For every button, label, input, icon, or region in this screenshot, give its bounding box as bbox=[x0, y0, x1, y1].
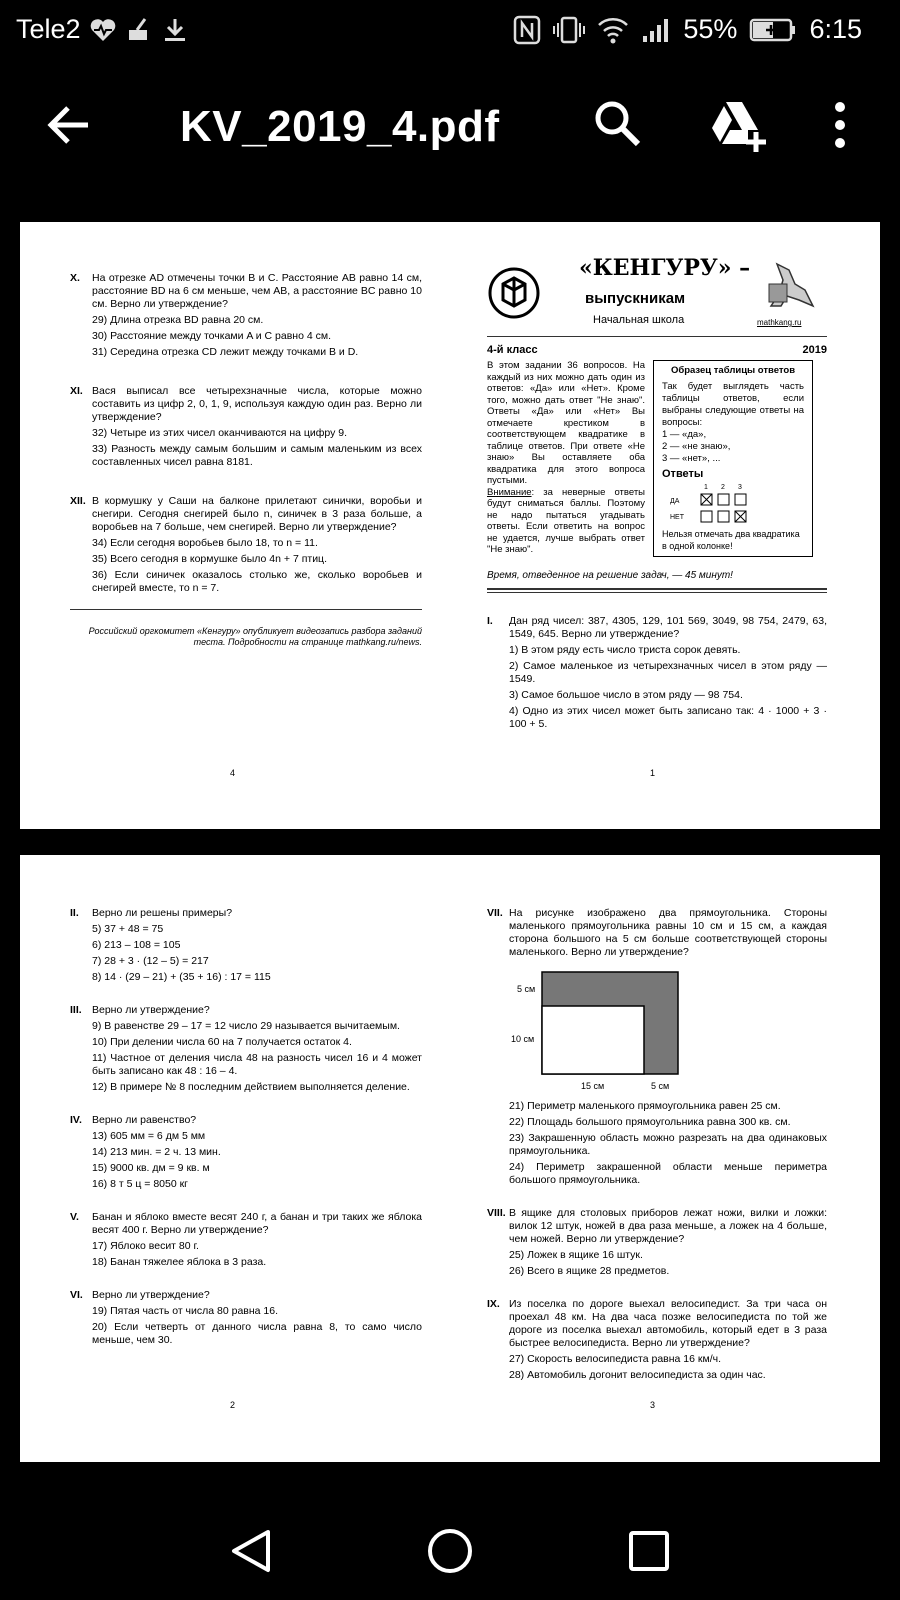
question-block-2 bbox=[70, 907, 422, 984]
dimension-label: 5 см bbox=[651, 1081, 670, 1091]
question-item: 8) 14 · (29 – 21) + (35 + 16) : 17 = 115 bbox=[92, 971, 271, 983]
box-answer: 2 — «не знаю», bbox=[662, 441, 731, 452]
document-title: KV_2019_4.pdf bbox=[180, 102, 500, 151]
school-label: Начальная школа bbox=[593, 314, 685, 326]
answers-label: Ответы bbox=[662, 468, 704, 480]
box-text: Так будет выглядеть часть таблицы ответов, если выбраны следующие ответы на вопросы: bbox=[662, 381, 804, 428]
grade-row bbox=[487, 344, 827, 357]
question-item: 21) Периметр маленького прямоугольника равен 25 см. bbox=[509, 1100, 781, 1112]
battery-charging-icon bbox=[749, 17, 797, 43]
question-block-6 bbox=[70, 1289, 422, 1347]
page4-column bbox=[70, 272, 422, 648]
question-item: 3) Самое большое число в этом ряду — 98 754. bbox=[509, 689, 743, 701]
question-block-9 bbox=[487, 1298, 827, 1382]
nav-back-icon[interactable] bbox=[224, 1524, 278, 1578]
battery-percent: 55% bbox=[683, 14, 738, 44]
kangaroo-title: «КЕНГУРУ» – bbox=[579, 255, 751, 281]
question-item: 4) Одно из этих чисел может быть записано так: 4 · 1000 + 3 · 100 + 5. bbox=[509, 705, 827, 730]
rectangles-figure bbox=[487, 967, 827, 1097]
question-number: V. bbox=[70, 1211, 79, 1223]
question-text: Верно ли равенство? bbox=[92, 1114, 197, 1126]
answer-grid bbox=[662, 480, 804, 528]
question-item: 36) Если синичек оказалось столько же, сколько воробьев и снегирей вместе, то n = 7. bbox=[92, 569, 422, 594]
question-text: Верно ли утверждение? bbox=[92, 1004, 210, 1016]
question-item: 29) Длина отрезка BD равна 20 см. bbox=[92, 314, 264, 326]
question-item: 27) Скорость велосипедиста равна 16 км/ч. bbox=[509, 1353, 722, 1365]
question-item: 20) Если четверть от данного числа равна 8, то само число меньше, чем 30. bbox=[92, 1321, 422, 1346]
question-block-7 bbox=[487, 907, 827, 1187]
question-item: 13) 605 мм = 6 дм 5 мм bbox=[92, 1130, 206, 1142]
health-icon bbox=[89, 17, 117, 43]
question-text: Верно ли решены примеры? bbox=[92, 907, 233, 919]
dimension-label: 5 см bbox=[517, 984, 536, 994]
signal-icon bbox=[641, 16, 671, 44]
question-number: VII. bbox=[487, 907, 503, 919]
app-toolbar bbox=[0, 70, 900, 190]
sample-answer-box bbox=[653, 360, 813, 557]
grid-col: 3 bbox=[738, 484, 742, 491]
box-answer: 3 — «нет», ... bbox=[662, 453, 721, 464]
intro-text: В этом задании 36 вопросов. На каждый из них можно дать один из ответов: «Да» или «Нет». Кроме того, можно дать ответ "Не знаю". Ответы «Да» или «Нет» Вы отмечаете крестиком в соответствующем квадратике в таблице ответов. При ответе «Не знаю» Вы оставляете оба квадратика для этого вопроса пустыми. bbox=[487, 360, 645, 486]
download-icon bbox=[161, 16, 189, 44]
clock: 6:15 bbox=[809, 14, 862, 44]
site-link[interactable]: mathkang.ru bbox=[757, 318, 802, 327]
question-number: IV. bbox=[70, 1114, 82, 1126]
question-text: В ящике для столовых приборов лежат ножи, вилки и ложки: вилок 12 штук, ножей в два раза меньше, а ложек на 4 больше, чем ножей. Верно ли утверждение? bbox=[509, 1207, 827, 1245]
instructions bbox=[487, 360, 645, 557]
question-block-1 bbox=[487, 615, 827, 731]
year-label: 2019 bbox=[802, 344, 827, 356]
question-item: 25) Ложек в ящике 16 штук. bbox=[509, 1249, 643, 1261]
question-item: 26) Всего в ящике 28 предметов. bbox=[509, 1265, 670, 1277]
question-text: Дан ряд чисел: 387, 4305, 129, 101 569, 3049, 98 754, 2479, 63, 1549, 645. Верно ли утверждение? bbox=[509, 615, 827, 640]
question-block-8 bbox=[487, 1207, 827, 1278]
question-text: На отрезке AD отмечены точки B и C. Расстояние AB равно 14 см, расстояние BD на 6 см меньше, чем AB, а расстояние BC равно 10 см. Верно ли утверждение? bbox=[92, 272, 422, 310]
question-text: В кормушку у Саши на балконе прилетают синички, воробьи и снегири. Сегодня снегирей было n, синичек в 3 раза больше, а воробьев на 7 больше, чем снегирей. Верно ли утверждение? bbox=[92, 495, 422, 533]
question-item: 23) Закрашенную область можно разрезать на два одинаковых прямоугольника. bbox=[509, 1132, 827, 1157]
question-item: 34) Если сегодня воробьев было 18, то n = 11. bbox=[92, 537, 318, 549]
question-block-4 bbox=[70, 1114, 422, 1191]
question-number: X. bbox=[70, 272, 80, 284]
question-number: XI. bbox=[70, 385, 83, 397]
question-item: 18) Банан тяжелее яблока в 3 раза. bbox=[92, 1256, 267, 1268]
kangaroo-mascot-icon bbox=[765, 260, 819, 312]
page3-column bbox=[487, 907, 827, 1396]
question-item: 31) Середина отрезка CD лежит между точками B и D. bbox=[92, 346, 359, 358]
question-block-5 bbox=[70, 1211, 422, 1269]
question-item: 14) 213 мин. = 2 ч. 13 мин. bbox=[92, 1146, 221, 1158]
question-number: II. bbox=[70, 907, 79, 919]
divider bbox=[70, 609, 422, 610]
time-note: Время, отведенное на решение задач, — 45 минут! bbox=[487, 570, 733, 581]
question-item: 11) Частное от деления числа 48 на разность чисел 16 и 4 может быть записано как 48 : 16 – 4. bbox=[92, 1052, 422, 1077]
grid-row-yes: ДА bbox=[670, 498, 680, 505]
more-vert-icon[interactable] bbox=[830, 100, 850, 150]
instructions-row bbox=[487, 360, 827, 557]
divider bbox=[487, 588, 827, 590]
question-text: Банан и яблоко вместе весят 240 г, а банан и три таких же яблока весят 400 г. Верно ли утверждение? bbox=[92, 1211, 422, 1236]
question-block-3 bbox=[70, 1004, 422, 1094]
question-item: 1) В этом ряду есть число триста сорок девять. bbox=[509, 644, 741, 656]
page2-column bbox=[70, 907, 422, 1361]
question-item: 15) 9000 кв. дм = 9 кв. м bbox=[92, 1162, 210, 1174]
question-text: На рисунке изображено два прямоугольника. Стороны маленького прямоугольника равны 10 см и 15 см, а каждая сторона большого на 5 см больше соответствующей стороны маленького. Верно ли утверждение? bbox=[509, 907, 827, 958]
question-number: IX. bbox=[487, 1298, 500, 1310]
question-item: 33) Разность между самым большим и самым маленьким из всех составленных чисел равна 8181. bbox=[92, 443, 422, 468]
grid-col: 1 bbox=[704, 484, 708, 491]
question-item: 16) 8 т 5 ц = 8050 кг bbox=[92, 1178, 189, 1190]
warning-label: Внимание bbox=[487, 486, 532, 498]
dimension-label: 15 см bbox=[581, 1081, 605, 1091]
add-to-drive-icon[interactable] bbox=[708, 98, 768, 154]
question-item: 35) Всего сегодня в кормушке было 4n + 7 птиц. bbox=[92, 553, 327, 565]
nfc-icon bbox=[513, 15, 541, 45]
checkbox-grid-icon bbox=[700, 493, 754, 525]
box-answer: 1 — «да», bbox=[662, 429, 707, 440]
page-number: 4 bbox=[230, 768, 236, 778]
question-item: 22) Площадь большого прямоугольника равна 300 кв. см. bbox=[509, 1116, 791, 1128]
vibrate-icon bbox=[553, 15, 585, 45]
dimension-label: 10 см bbox=[511, 1034, 535, 1044]
question-text: Вася выписал все четырехзначные числа, которые можно составить из цифр 2, 0, 1, 9, используя каждую один раз. Верно ли утверждение? bbox=[92, 385, 422, 423]
page-number: 3 bbox=[650, 1400, 656, 1410]
question-item: 19) Пятая часть от числа 80 равна 16. bbox=[92, 1305, 279, 1317]
question-item: 32) Четыре из этих чисел оканчиваются на цифру 9. bbox=[92, 427, 348, 439]
back-arrow-icon[interactable] bbox=[44, 100, 94, 150]
video-note: Российский оргкомитет «Кенгуру» опубликует видеозапись разбора заданий теста. Подробности на странице mathkang.ru/news. bbox=[88, 626, 422, 647]
question-item: 30) Расстояние между точками A и C равно 4 см. bbox=[92, 330, 331, 342]
cleaner-icon bbox=[125, 16, 153, 44]
question-number: III. bbox=[70, 1004, 82, 1016]
question-item: 9) В равенстве 29 – 17 = 12 число 29 называется вычитаемым. bbox=[92, 1020, 400, 1032]
nav-home-icon[interactable] bbox=[423, 1524, 477, 1578]
grid-row-no: НЕТ bbox=[670, 514, 684, 521]
rectangles-diagram bbox=[541, 971, 679, 1075]
divider bbox=[487, 592, 827, 593]
question-item: 12) В примере № 8 последним действием выполняется деление. bbox=[92, 1081, 410, 1093]
question-number: I. bbox=[487, 615, 493, 627]
wifi-icon bbox=[597, 16, 629, 44]
pdf-page-spread-2[interactable] bbox=[20, 855, 880, 1462]
question-item: 5) 37 + 48 = 75 bbox=[92, 923, 164, 935]
question-item: 17) Яблоко весит 80 г. bbox=[92, 1240, 199, 1252]
question-item: 6) 213 – 108 = 105 bbox=[92, 939, 181, 951]
kangaroo-subtitle: выпускникам bbox=[585, 290, 686, 307]
question-block-10 bbox=[70, 272, 422, 359]
question-block-11 bbox=[70, 385, 422, 469]
question-item: 24) Периметр закрашенной области меньше периметра большого прямоугольника. bbox=[509, 1161, 827, 1186]
grid-col: 2 bbox=[721, 484, 725, 491]
question-number: VIII. bbox=[487, 1207, 506, 1219]
search-icon[interactable] bbox=[592, 98, 644, 150]
question-item: 7) 28 + 3 · (12 – 5) = 217 bbox=[92, 955, 209, 967]
question-number: XII. bbox=[70, 495, 86, 507]
question-item: 28) Автомобиль догонит велосипедиста за один час. bbox=[509, 1369, 766, 1381]
nav-recents-icon[interactable] bbox=[622, 1524, 676, 1578]
status-bar bbox=[0, 0, 900, 62]
kangaroo-header bbox=[487, 255, 827, 332]
system-nav-bar bbox=[0, 1502, 900, 1600]
grade-label: 4-й класс bbox=[487, 344, 538, 356]
box-note: Нельзя отмечать два квадратика в одной колонке! bbox=[662, 529, 800, 551]
question-item: 10) При делении числа 60 на 7 получается остаток 4. bbox=[92, 1036, 352, 1048]
question-item: 2) Самое маленькое из четырехзначных чисел в этом ряду — 1549. bbox=[509, 660, 827, 685]
question-text: Верно ли утверждение? bbox=[92, 1289, 210, 1301]
question-block-12 bbox=[70, 495, 422, 595]
kangaroo-logo-icon bbox=[487, 266, 541, 320]
carrier-label: Tele2 bbox=[16, 14, 81, 44]
divider bbox=[487, 336, 827, 337]
question-text: Из поселка по дороге выехал велосипедист. За три часа он проехал 48 км. На два часа позже велосипедиста по той же дороге из поселка выехал автомобиль, который едет в 3 раза быстрее велосипедиста. Верно ли утверждение? bbox=[509, 1298, 827, 1349]
question-number: VI. bbox=[70, 1289, 83, 1301]
pdf-page-spread-1[interactable] bbox=[20, 222, 880, 829]
box-title: Образец таблицы ответов bbox=[670, 365, 796, 376]
page-number: 1 bbox=[650, 768, 656, 778]
page1-column bbox=[487, 255, 827, 745]
page-number: 2 bbox=[230, 1400, 236, 1410]
warning-text: : за неверные ответы будут сниматься баллы. Поэтому не надо пытаться угадывать ответы. Если ответить на вопрос не удается, лучше выбрать ответ "Не знаю". bbox=[487, 486, 645, 555]
